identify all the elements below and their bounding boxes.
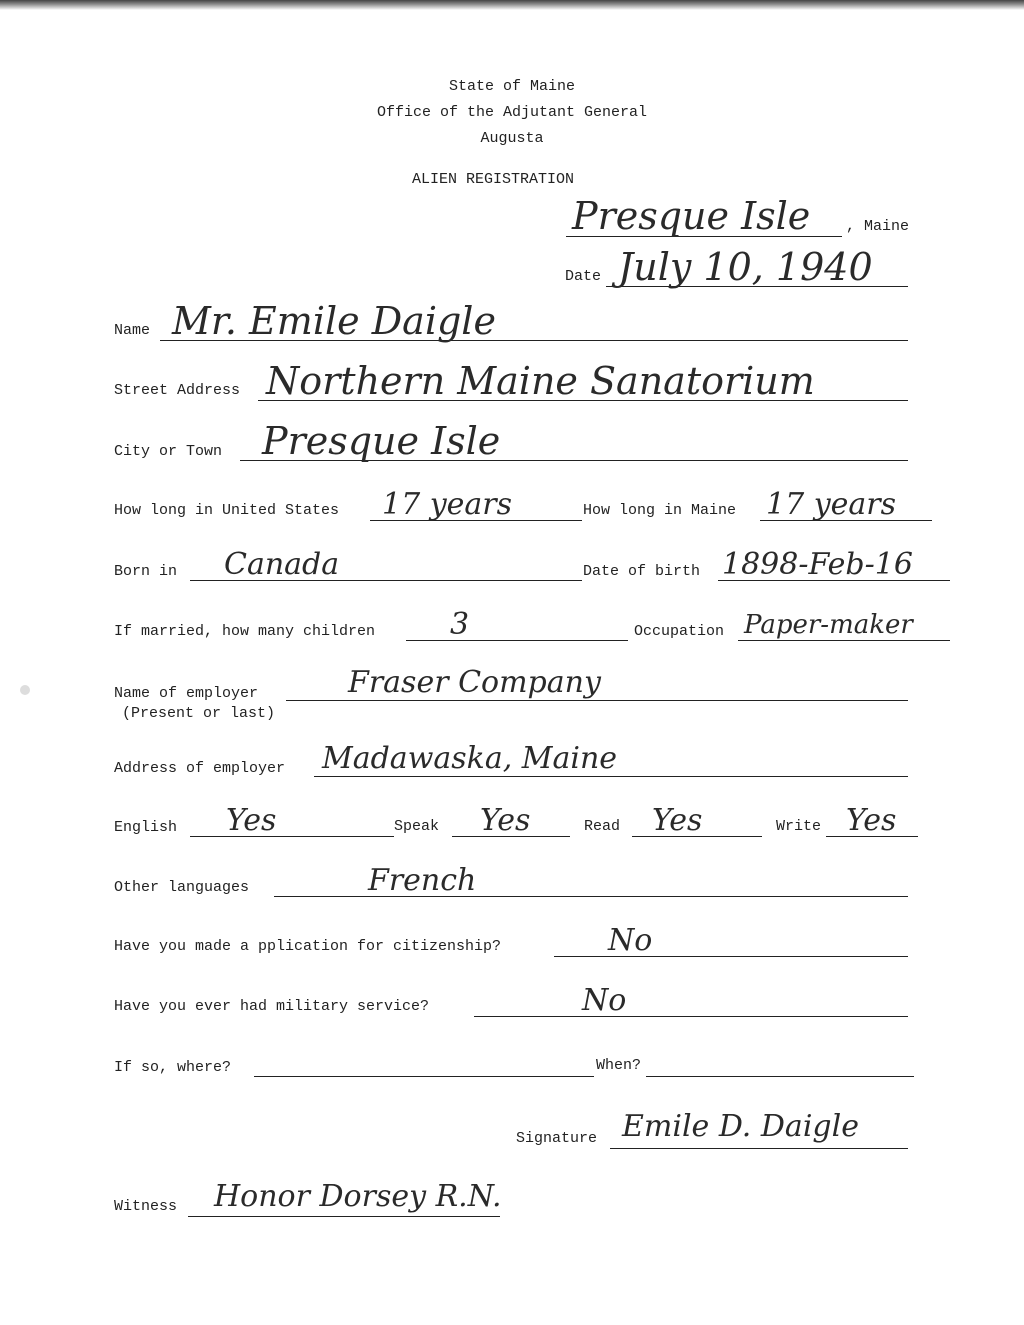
signature-line	[610, 1148, 908, 1149]
header-office: Office of the Adjutant General	[376, 104, 648, 121]
city-value: Presque Isle	[262, 419, 501, 463]
write-label: Write	[776, 818, 822, 835]
employer-address-line	[314, 776, 908, 777]
name-label: Name	[114, 322, 151, 339]
header-city: Augusta	[480, 130, 544, 147]
employer-address-label: Address of employer	[114, 760, 286, 777]
place-value: Presque Isle	[572, 194, 811, 238]
speak-label: Speak	[394, 818, 440, 835]
date-value: July 10, 1940	[618, 245, 873, 289]
witness-label: Witness	[114, 1198, 178, 1215]
english-value: Yes	[226, 803, 277, 838]
street-value: Northern Maine Sanatorium	[266, 359, 815, 403]
born-label: Born in	[114, 563, 178, 580]
name-value: Mr. Emile Daigle	[172, 299, 496, 343]
english-label: English	[114, 819, 178, 836]
witness-value: Honor Dorsey R.N.	[214, 1179, 502, 1214]
children-line	[406, 640, 628, 641]
military-line	[474, 1016, 908, 1017]
other-languages-label: Other languages	[114, 879, 250, 896]
signature-value: Emile D. Daigle	[622, 1109, 859, 1144]
where-line	[254, 1076, 594, 1077]
when-line	[646, 1076, 914, 1077]
employer-label: Name of employer	[114, 685, 259, 702]
signature-label: Signature	[516, 1130, 598, 1147]
employer-line	[286, 700, 908, 701]
scan-mark	[20, 685, 30, 695]
witness-line	[188, 1216, 500, 1217]
born-value: Canada	[224, 547, 340, 582]
maine-duration-label: How long in Maine	[583, 502, 737, 519]
write-value: Yes	[846, 803, 897, 838]
employer-value: Fraser Company	[348, 665, 601, 700]
street-label: Street Address	[114, 382, 241, 399]
where-label: If so, where?	[114, 1059, 232, 1076]
citizenship-value: No	[608, 923, 653, 958]
dob-label: Date of birth	[583, 563, 701, 580]
employer-address-value: Madawaska, Maine	[322, 741, 618, 776]
military-value: No	[582, 983, 627, 1018]
us-duration-label: How long in United States	[114, 502, 340, 519]
children-label: If married, how many children	[114, 623, 376, 640]
maine-duration-value: 17 years	[766, 487, 897, 522]
date-label: Date	[565, 268, 602, 285]
speak-value: Yes	[480, 803, 531, 838]
occupation-label: Occupation	[634, 623, 725, 640]
read-value: Yes	[652, 803, 703, 838]
when-label: When?	[596, 1057, 642, 1074]
us-duration-value: 17 years	[382, 487, 513, 522]
children-value: 3	[450, 607, 470, 642]
employer-sublabel: (Present or last)	[122, 705, 276, 722]
other-languages-value: French	[368, 863, 477, 898]
form-title: ALIEN REGISTRATION	[412, 171, 575, 188]
occupation-line	[738, 640, 950, 641]
read-label: Read	[584, 818, 621, 835]
dob-value: 1898-Feb-16	[722, 547, 913, 582]
occupation-value: Paper-maker	[744, 610, 913, 640]
place-suffix: , Maine	[846, 218, 910, 235]
header-state: State of Maine	[448, 78, 576, 95]
city-label: City or Town	[114, 443, 223, 460]
scan-top-edge	[0, 0, 1024, 10]
english-line	[190, 836, 394, 837]
military-label: Have you ever had military service?	[114, 998, 430, 1015]
citizenship-label: Have you made a pplication for citizenship?	[114, 938, 502, 955]
